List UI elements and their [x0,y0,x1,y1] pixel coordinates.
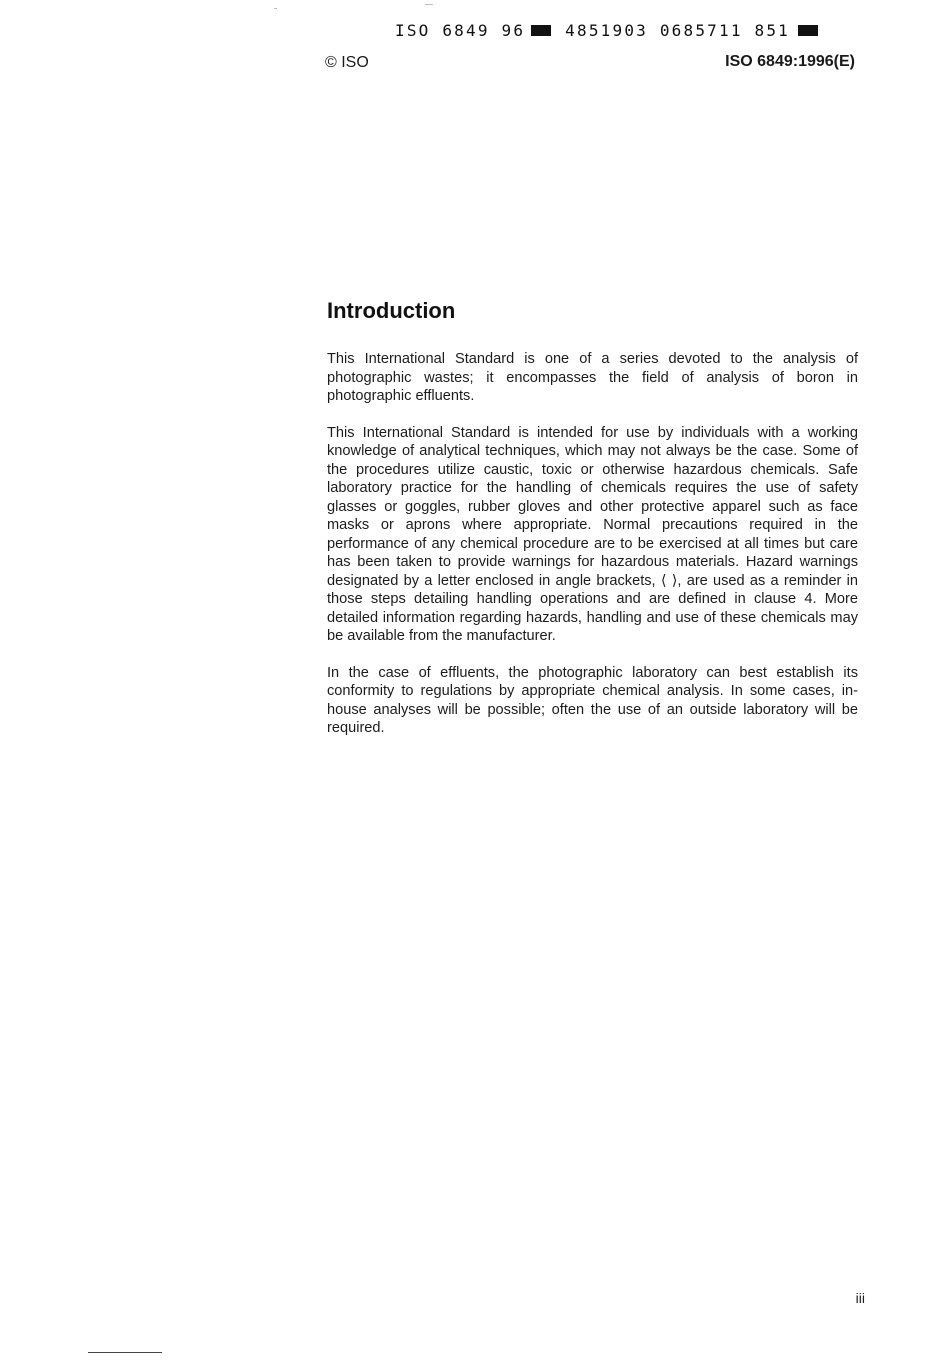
paragraph: This International Standard is one of a series devoted to the analysis of photographic wastes; it encompasses the field of analysis of boron in photographic effluents. [327,351,858,404]
barcode-line [395,19,825,41]
barcode-number: 4851903 0685711 851 [565,20,790,40]
copyright-label: © ISO [325,54,369,71]
bottom-rule [88,1352,162,1353]
standard-number: ISO 6849:1996(E) [725,53,855,70]
barcode-text: ISO 6849 96 [395,20,526,40]
body-text [327,350,858,756]
barcode-block [531,25,551,36]
barcode-block-end [798,25,818,36]
paragraph: In the case of effluents, the photographic laboratory can best establish its conformity to regulations by appropriate chemical analysis. In some cases, in-house analyses will be possible; often the use of an outside laboratory will be required. [327,664,858,736]
scan-speck [274,8,277,9]
scan-speck [425,4,433,5]
paragraph: This International Standard is intended for use by individuals with a working knowledge of analytical techniques, which may not always be the case. Some of the procedures utilize caustic, toxic or otherwise hazardous chemicals. Safe laboratory practice for the handling of chemicals requires the use of safety glasses or goggles, rubber gloves and other protective apparel such as face masks or aprons where appropriate. Normal precautions required in the performance of any chemical procedure are to be exercised at all times but care has been taken to provide warnings for hazardous materials. Hazard warnings designated by a letter enclosed in angle brackets, ⟨ ⟩, are used as a reminder in those steps detailing handling operations and are defined in clause 4. More detailed information regarding hazards, handling and use of these chemicals may be available from the manufacturer. [327,424,858,644]
page-number: iii [855,1290,865,1306]
section-title: Introduction [327,298,456,323]
